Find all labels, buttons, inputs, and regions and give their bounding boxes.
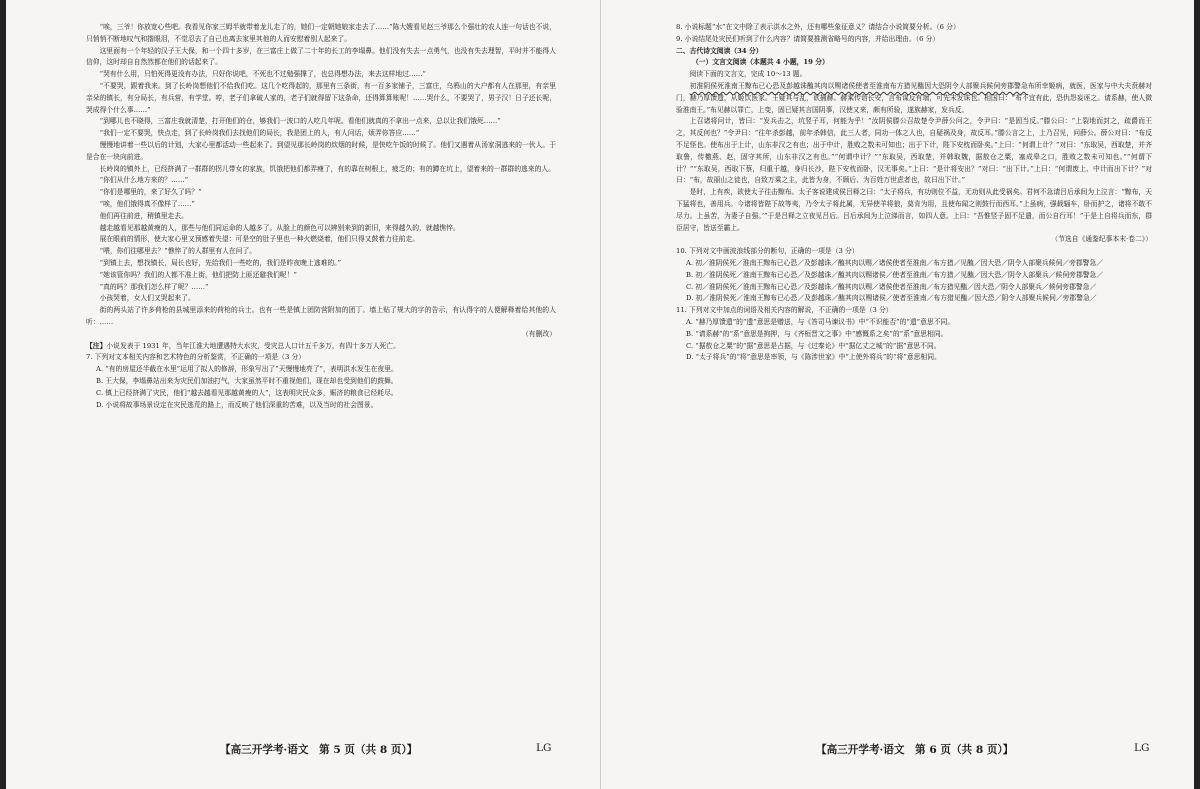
story-paragraph: 慢慢地讲着一些以后的计划，大家心里都活动一些起来了。到望见那长岭岗的炊烟的时候，是快吃午饭的时候了。他们又遇着从汤家洞逃来的一伙人。于是合在一块向前进。 xyxy=(86,140,556,161)
q11-option-c: C. “据敖仓之粟”的“据”意思是占据，与《过秦论》中“据亿丈之城”的“据”意思不同。 xyxy=(686,341,941,350)
section-2a-heading: （一）文言文阅读（本题共 4 小题，19 分） xyxy=(692,58,829,67)
scan-edge-left xyxy=(0,0,6,789)
section-2-heading: 二、古代诗文阅读（34 分） xyxy=(676,46,763,55)
story-paragraph: 小孩哭着，女人们又哭起来了。 xyxy=(99,294,195,303)
q10-option-b: B. 初／淮阴侯死／淮南王黥布已心恐／及彭越诛／醢其肉以赐诸侯／使者至淮南／布方猎／见醢／因大恐／阴令人部聚兵／候伺旁郡警急／ xyxy=(686,270,1104,279)
author-note xyxy=(86,341,556,353)
q7-option-a: A. “有的房屋还半截在水里”运用了拟人的修辞，形象写出了“天慢慢地亮了”，表明洪水发生在夜里。 xyxy=(96,365,398,374)
q7-option-d: D. 小说将故事场景设定在灾民逃荒的路上，而反映了他们深重的苦难，以及当时的社会图景。 xyxy=(96,400,378,409)
story-paragraph: “到哪儿也不晓得，三富庄我就清楚，打开他们的仓，够我们一波口的人吃几年呢。看他们就真的不拿出一点来，总以让我们饿死……” xyxy=(99,117,501,126)
text-source: （节选自《通鉴纪事本末·卷二》） xyxy=(1051,235,1152,244)
wavy-underlined-text: 初淮阴侯死淮南王黥布已心恐及彭越诛醢其肉以赐诸侯使者至淮南布方猎见醢因大恐阴令人部聚兵候伺旁郡警急 xyxy=(689,81,1028,90)
classical-paragraph: 上召诸将问计，皆曰：“发兵击之，坑竖子耳，何能为乎！”汝阴侯滕公召故楚令尹薛公问之，令尹曰：“是固当反。”滕公曰：“上裂地而封之，疏爵而王之，其反何也？”令尹曰：“往年杀彭越，前年杀韩信，此三人者，同功一体之人也，自疑祸及身，故反耳。”滕公言之上，上乃召见，问薛公。薛公对曰：“布反不足怪也。使布出于上计，山东非汉之有也；出于中计，胜败之数未可知也；出于下计，陛下安枕而卧矣。”上曰：“何谓上计？”对曰：“东取吴，西取楚，并齐取鲁，传檄燕、赵，固守其所，山东非汉之有也。”“何谓中计？”“东取吴，西取楚，并韩取魏，据敖仓之粟，塞成皋之口，胜败之数未可知也。”“何谓下计？”“东取吴，西取下蔡，归重于越，身归长沙，陛下安枕而卧，汉无事矣。”上曰：“是计将安出？”对曰：“出下计。”上曰：“何谓废上、中计而出下计？”对曰：“布，故丽山之徒也，自致万乘之主，此皆为身，不顾后、为百姓万世虑者也，故曰出下计。” xyxy=(676,117,1152,185)
scan-edge-right xyxy=(1194,0,1200,789)
q11-option-a: A. “赫乃厚馈遗”的“遗”意思是赠送，与《答司马谏议书》中“不识能否”的“遗”意思不同。 xyxy=(686,317,955,326)
story-paragraph: 展在眼前的情形，使大家心里又预感着失望：可是空的肚子里也一种火燃烧着，他们只得又鼓着力往前走。 xyxy=(99,235,420,244)
story-paragraph: “她该管你吗？我们的人都不准上街，他们把防上匪还避我们呢！” xyxy=(99,270,297,279)
story-paragraph: “到镇上去，想找镇长，局长也好，先给我们一些吃的，我们是昨夜晚上逃难的。” xyxy=(99,258,342,267)
story-paragraph: “唉，三爷！你放宽心些吧。我看见你家三姆半就带着龙儿走了的，她们一定朝她娘家走去了……”陈大嫂看见赵三爷那么个强壮的农人连一句话也不说，只悄悄不断地叹气和揩眼泪，不觉忍去了自己也离去家里其他的人而安慰着别人起来了。 xyxy=(86,23,556,43)
q11-option-d: D. “太子将兵”的“将”意思是率领，与《陈涉世家》中“上使外将兵”的“将”意思相同。 xyxy=(686,353,941,362)
note-text: 小说发表于 1931 年，当年江淮大地遭遇特大水灾，受灾总人口计五千多万，有四十多万人死亡。 xyxy=(106,341,400,350)
story-paragraph: 这里面有一个年轻的汉子王大保，和一个四十多岁，在三富庄上做了二十年的长工的李塌鼻。他们没有失去一点勇气，也没有失去理智，平时并不能得人信仰，这时却自自然然都在他们的话起来了。 xyxy=(86,46,556,67)
question-9: 9. 小说结尾处灾民们听到了什么内容？请简要推测省略号的内容，并给出理由。（6 分） xyxy=(676,34,940,43)
abridged-mark: （有删改） xyxy=(522,329,556,338)
q7-option-c: C. 镇上已经挤满了灾民，他们“越去越看见那越黄瘦的人”，这表明灾民众多，赈济的粮食已经耗尽。 xyxy=(96,388,398,397)
classical-paragraph-1 xyxy=(676,81,1152,116)
question-8: 8. 小说标题“水”在文中除了表示洪水之外，还有哪些象征意义？请结合小说简要分析。（6 分） xyxy=(676,23,960,31)
story-paragraph: “真的吗？那我们怎么样了呢？……” xyxy=(99,282,209,291)
story-paragraph: “你们从什么地方来的？……” xyxy=(99,176,189,185)
story-paragraph: “喂，你们往哪里去？”憔悴了的人群里有人在问了。 xyxy=(99,247,257,256)
story-paragraph: “不要哭，跟着我来。到了长岭岗想他们不给我们吃。这几个吃得起的，那里有三条街，有一百多家铺子，三富庄，乌鸦山的大户都有人在那里，有亲里亲朵的镇长，有分局长，有兵营，有学堂。哼，老子们拿破人家的，老子们就得留下这条命，还得算算账呢！……哭什么，不要哭了，男子汉！日子还长呢，哭成得个什么事……” xyxy=(86,81,556,114)
right-footer-lg: LG xyxy=(1134,742,1150,754)
left-page xyxy=(86,22,556,789)
question-11: 11. 下列对文中加点的词语及相关内容的解说，不正确的一项是（3 分） xyxy=(676,306,893,315)
story-paragraph: 他们再往前进，稍镇里走去。 xyxy=(99,211,188,220)
reading-intro: 阅读下面的文言文，完成 10～13 题。 xyxy=(689,70,807,79)
right-page xyxy=(676,22,1152,789)
q10-option-a: A. 初／淮阴侯死／淮南王黥布已心恐／及彭越诛／醢其肉以赐／诸侯使者至淮南／布方猎／见醢／因大恐／阴令人部聚兵候伺／旁郡警急／ xyxy=(686,258,1104,267)
right-footer xyxy=(816,742,1152,757)
story-paragraph: “我们一定不要哭，快点走，到了长岭岗我们去找他们的局长，我是团上的人，有人问话，烦弄你答应……” xyxy=(99,129,420,138)
page-divider xyxy=(600,0,601,789)
left-footer-lg: LG xyxy=(536,742,552,754)
q10-option-c: C. 初／淮阴侯死／淮南王黥布已心恐／及彭越诛／醢其肉以赐／诸侯使者至淮南／布方猎见醢／因大恐／阴令人部聚兵／候伺旁郡警急／ xyxy=(686,282,1097,291)
classical-text: 布所幸姬病，就医，医家与中大夫贲赫对门，赫乃厚馈遗，从姬饮医家。王疑其与乱，欲捕赫。赫乘传诣长安，言布谋反有端，可先未发诛也。相国曰：“布不宜有此，恐仇怨妄诬之。请系赫，使人微验淮南王。”布见赫以罪亡，上变，固已疑其言国阴事，汉使又来，颇有所验，遂族赫家，发兵反。 xyxy=(676,81,1153,114)
question-7: 7. 下列对文本相关内容和艺术特色的分析鉴赏，不正确的一项是（3 分） xyxy=(86,353,306,362)
right-footer-text: 【高三开学考·语文 第 6 页（共 8 页）】 xyxy=(816,744,1014,756)
question-10: 10. 下列对文中画波浪线部分的断句，正确的一项是（3 分） xyxy=(676,247,859,256)
story-paragraph: 街的两头站了许多荷枪的县城里添来的荷枪的兵士。也有一些是镇上团防营附加的团丁。墙上贴了规大的字的告示，有认得字的人便解释着给其他的人听：…… xyxy=(86,306,556,326)
classical-paragraph: 是时，上有疾，欲使太子往击黥布。太子客说建成侯吕释之曰：“太子将兵，有功则位不益，无功则从此受祸矣。君何不急请吕后承间为上泣言：“黥布，天下猛将也，善用兵。今诸将皆陛下故等夷，乃令太子将此属，无异使羊将狼，莫肯为用，且使布闻之则鼓行而西耳。”上虽病，强载辎车，卧而护之，诸将不敢不尽力。上虽苦，为妻子自强。’”于是吕释之立夜见吕后。吕后承间为上泣涕而言，如四人意。上曰：“吾惟竖子固不足遣，而公自行耳！”于是上自将兵而东，群臣居守，皆送至霸上。 xyxy=(676,188,1152,232)
story-paragraph: 越走越看见那越黄瘦的人，那些与他们同运命的人越多了。从脸上的颜色可以辨别来到的新旧，来得越久的，就越憔悴。 xyxy=(99,223,460,232)
q11-option-b: B. “请系赫”的“系”意思是拘押，与《齐桓晋文之事》中“感慨系之矣”的“系”意思相同。 xyxy=(686,329,948,338)
left-footer-text: 【高三开学考·语文 第 5 页（共 8 页）】 xyxy=(220,744,418,756)
story-paragraph: “唉，他们饿得真不像样了……” xyxy=(99,199,195,208)
left-footer xyxy=(220,742,556,757)
q7-option-b: B. 王大保，李塌鼻站出来为灾民们加油打气，大家虽然平时不重视他们，现在却也受到他们的鼓舞。 xyxy=(96,376,398,385)
story-paragraph: “哭有什么用，只怕死得更没有办法，只好你说吧，不死也不过勉强撑了，也总得想办法，来去这样地过……” xyxy=(99,70,426,79)
story-paragraph: 长岭岗的镇外上，已经挤满了一群群的拐儿带女的家族，饥饿把他们都弄瘦了，有的靠在树根上，疲乏的；有的蹲在坑上，望着来的一群群的逃来的人。 xyxy=(99,164,555,173)
story-paragraph: “你们是哪里的，来了好久了吗？” xyxy=(99,188,202,197)
q10-option-d: D. 初／淮阴侯死／淮南王黥布已心恐／及彭越诛／醢其肉以赐诸侯／使者至淮南／布方猎见醢／因大恐／阴令人部聚兵候伺／旁郡警急／ xyxy=(686,294,1097,303)
note-tag: 【注】 xyxy=(86,341,107,350)
